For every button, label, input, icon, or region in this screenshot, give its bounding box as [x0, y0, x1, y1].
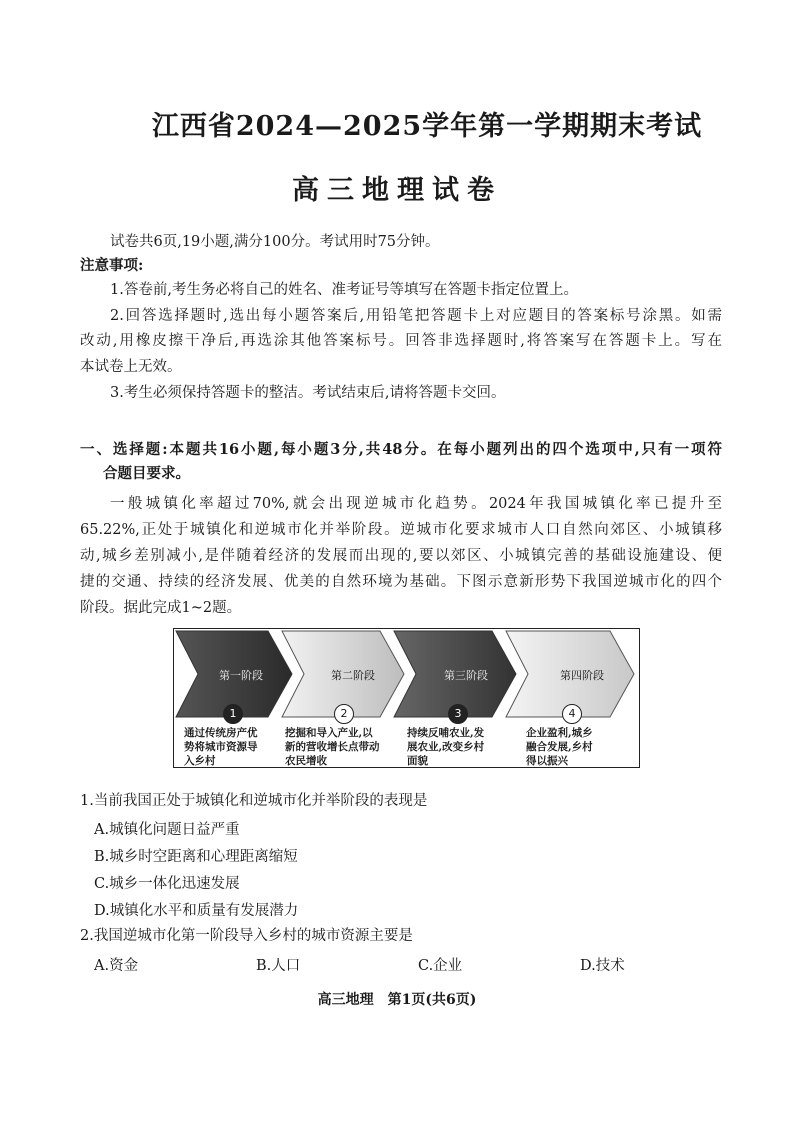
stage-2-number: 2	[334, 704, 354, 724]
question-2-option-a: A.资金	[94, 958, 139, 974]
section-1-heading-line-1: 一、选择题:本题共16小题,每小题3分,共48分。在每小题列出的四个选项中,只有一项符	[80, 441, 722, 458]
question-1-option-c: C.城乡一体化迅速发展	[94, 876, 240, 892]
stage-3-number: 3	[448, 704, 468, 724]
page-footer: 高三地理 第1页(共6页)	[317, 992, 477, 1008]
stage-2-description: 挖掘和导入产业,以 新的营收增长点带动 农民增收	[285, 727, 380, 767]
question-2-stem: 2.我国逆城市化第一阶段导入乡村的城市资源主要是	[80, 928, 413, 944]
stage-diagram	[173, 628, 640, 768]
notice-item-2-line-3: 本试卷上无效。	[80, 359, 182, 375]
notice-item-2-line-2: 改动,用橡皮擦干净后,再选涂其他答案标号。回答非选择题时,将答案写在答题卡上。写在	[80, 333, 722, 349]
exam-subtitle: 高三地理试卷	[292, 175, 502, 206]
notice-item-1: 1.答卷前,考生务必将自己的姓名、准考证号等填写在答题卡指定位置上。	[110, 282, 578, 298]
stage-3-description: 持续反哺农业,发 展农业,改变乡村 面貌	[407, 727, 485, 767]
stage-1-number: 1	[223, 704, 243, 724]
stage-2-label: 第二阶段	[331, 669, 375, 682]
notice-item-3: 3.考生必须保持答题卡的整洁。考试结束后,请将答题卡交回。	[110, 385, 506, 401]
section-1-heading-line-2: 合题目要求。	[103, 465, 190, 482]
stage-3-label: 第三阶段	[444, 669, 488, 682]
question-1-option-a: A.城镇化问题日益严重	[94, 822, 240, 838]
question-2-option-c: C.企业	[418, 958, 463, 974]
passage-line-1: 一般城镇化率超过70%,就会出现逆城市化趋势。2024年我国城镇化率已提升至	[110, 496, 722, 512]
stage-4-label: 第四阶段	[560, 669, 604, 682]
stage-1-description: 通过传统房产优 势将城市资源导 入乡村	[184, 727, 258, 767]
question-1-option-d: D.城镇化水平和质量有发展潜力	[94, 903, 299, 919]
question-1-stem: 1.当前我国正处于城镇化和逆城市化并举阶段的表现是	[80, 793, 428, 809]
notice-item-2-line-1: 2.回答选择题时,选出每小题答案后,用铅笔把答题卡上对应题目的答案标号涂黑。如需	[110, 308, 722, 324]
notice-heading: 注意事项:	[80, 257, 144, 274]
question-1-option-b: B.城乡时空距离和心理距离缩短	[94, 849, 298, 865]
passage-line-3: 动,城乡差别减小,是伴随着经济的发展而出现的,要以郊区、小城镇完善的基础设施建设、便	[80, 548, 722, 564]
stage-4-description: 企业盈利,城乡 融合发展,乡村 得以振兴	[526, 727, 593, 767]
question-2-option-b: B.人口	[256, 958, 301, 974]
passage-line-5: 阶段。据此完成1~2题。	[80, 600, 242, 616]
question-2-option-d: D.技术	[580, 958, 625, 974]
exam-title: 江西省2024—2025学年第一学期期末考试	[151, 111, 703, 142]
passage-line-4: 捷的交通、持续的经济发展、优美的自然环境为基础。下图示意新形势下我国逆城市化的四个	[80, 574, 722, 590]
stage-1-label: 第一阶段	[219, 669, 263, 682]
passage-line-2: 65.22%,正处于城镇化和逆城市化并举阶段。逆城市化要求城市人口自然向郊区、小城镇移	[80, 522, 722, 538]
intro-text: 试卷共6页,19小题,满分100分。考试用时75分钟。	[110, 234, 440, 250]
stage-4-number: 4	[562, 704, 582, 724]
